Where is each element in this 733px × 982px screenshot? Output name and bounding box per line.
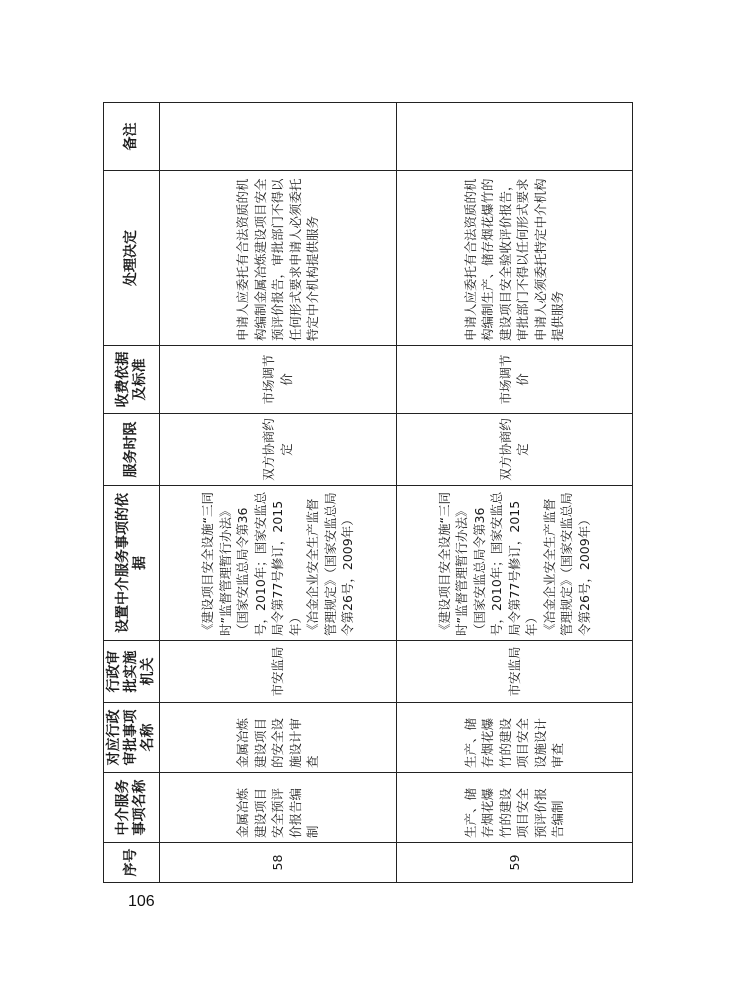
cell-seq: 59 — [396, 843, 633, 883]
cell-approval-name: 生产、储存烟花爆竹的建设项目安全设施设计审查 — [396, 703, 633, 773]
header-basis: 设置中介服务事项的依据 — [104, 486, 160, 641]
basis-item-1: 《建设项目安全设施“三同时”监督管理暂行办法》（国家安监总局令第36号，2010年；国家安监总局令第77号修订，2015年） — [436, 491, 539, 636]
cell-seq: 58 — [160, 843, 397, 883]
header-remark: 备注 — [104, 103, 160, 171]
cell-fee: 市场调节价 — [160, 346, 397, 414]
intermediary-services-table — [103, 102, 633, 883]
header-service-name: 中介服务事项名称 — [104, 773, 160, 843]
cell-approval-name: 金属冶炼建设项目的安全设施设计审查 — [160, 703, 397, 773]
cell-decision: 申请人应委托有合法资质的机构编制生产、储存烟花爆竹的建设项目安全验收评价报告，审批部门不得以任何形式要求申请人必须委托特定中介机构提供服务 — [396, 171, 633, 346]
basis-item-1: 《建设项目安全设施“三同时”监督管理暂行办法》（国家安监总局令第36号，2010年；国家安监总局令第77号修订，2015年） — [200, 491, 303, 636]
cell-remark — [160, 103, 397, 171]
cell-decision: 申请人应委托有合法资质的机构编制金属冶炼建设项目安全预评价报告，审批部门不得以任何形式要求申请人必须委托特定中介机构提供服务 — [160, 171, 397, 346]
header-fee: 收费依据及标准 — [104, 346, 160, 414]
cell-time-limit: 双方协商约定 — [396, 414, 633, 486]
cell-basis — [160, 486, 397, 641]
table-row — [160, 103, 397, 883]
header-approval-name: 对应行政审批事项名称 — [104, 703, 160, 773]
header-authority: 行政审批实施机关 — [104, 641, 160, 703]
header-time-limit: 服务时限 — [104, 414, 160, 486]
cell-time-limit: 双方协商约定 — [160, 414, 397, 486]
header-decision: 处理决定 — [104, 171, 160, 346]
basis-item-2: 《冶金企业安全生产监督管理规定》（国家安监总局令第26号，2009年） — [305, 492, 355, 636]
cell-service-name: 金属冶炼建设项目安全预评价报告编制 — [160, 773, 397, 843]
cell-authority: 市安监局 — [160, 641, 397, 703]
cell-fee: 市场调节价 — [396, 346, 633, 414]
page-number: 106 — [128, 893, 155, 910]
cell-remark — [396, 103, 633, 171]
cell-service-name: 生产、储存烟花爆竹的建设项目安全预评价报告编制 — [396, 773, 633, 843]
basis-item-2: 《冶金企业安全生产监督管理规定》（国家安监总局令第26号，2009年） — [541, 492, 592, 636]
header-seq: 序号 — [104, 843, 160, 883]
cell-basis — [396, 486, 633, 641]
table-row — [396, 103, 633, 883]
rotated-table-container — [103, 103, 633, 883]
cell-authority: 市安监局 — [396, 641, 633, 703]
table-header-row — [104, 103, 160, 883]
